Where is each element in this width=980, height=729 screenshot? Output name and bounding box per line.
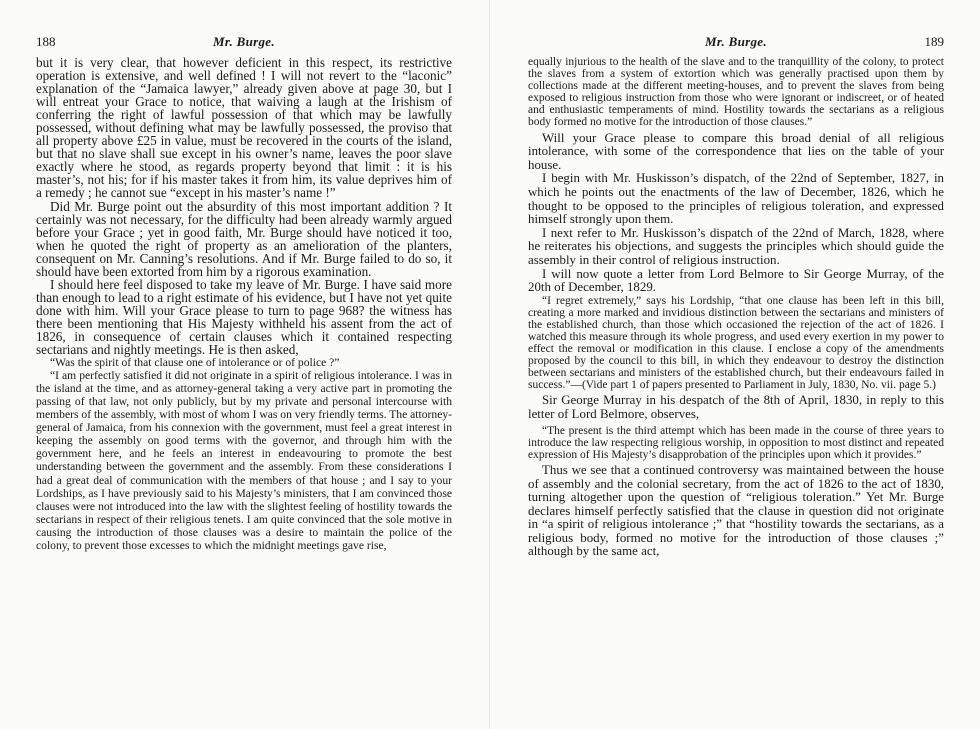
paragraph: I will now quote a letter from Lord Belmore to Sir George Murray, of the 20th of December, 1829. — [528, 266, 944, 295]
right-page — [490, 0, 980, 729]
quoted-despatch: “The present is the third attempt which has been made in the course of three years to introduce the law respecting religious worship, in opposition to most distinct and repeated expression of His Majesty’s disapprobation of the principles upon which it provides.” — [528, 424, 944, 461]
paragraph: Did Mr. Burge point out the absurdity of this most important addition ? It certainly was not necessary, for the difficulty had been already warmly argued before your Grace ; yet in good faith, Mr. Burge should have noticed it too, when he quoted the right of property as an amelioration of the planters, consequent on Mr. Canning’s resolutions. And if Mr. Burge failed to do so, it should have been extorted from him by a rigorous examination. — [36, 198, 452, 279]
quoted-answer: “I am perfectly satisfied it did not originate in a spirit of religious intolerance. I was in the island at the time, and as attorney-general taking a very active part in promoting the passing of that law, not only publicly, but by my private and personal intercourse with members of the assembly, with most of whom I was on very friendly terms. The attorney-general of Jamaica, from his connexion with the government, must feel a great interest in keeping the assembly on good terms with the governor, and through him with the government here, and he feels an interest in endeavouring to promote the best understanding between the government and the assembly. From these considerations I had a great deal of communication with the members of that house ; and I say to your Lordships, as I have previously said to his Majesty’s ministers, that I am convinced those clauses were not introduced into the law with the slightest feeling of hostility towards the sectarians in respect of their religious tenets. I am quite convinced that the sole motive in causing the introduction of those clauses was a desire to maintain the police of the colony, to prevent those excesses to which the midnight meetings gave rise, — [36, 369, 452, 552]
right-page-text — [528, 56, 944, 559]
left-page-number: 188 — [36, 34, 56, 49]
paragraph: I next refer to Mr. Huskisson’s dispatch of the 22nd of March, 1828, where he reiterates his objections, and suggests the principles which should guide the assembly in their control of religious instruction. — [528, 225, 944, 267]
quote-continuation: equally injurious to the health of the slave and to the tranquillity of the colony, to protect the slaves from a system of extortion which was generally practised upon them by collections made at the different meeting-houses, and to prevent the slaves from being exposed to religious instruction from those who were ignorant or indiscreet, or of heated and enthusiastic temperaments of mind. Hostility towards the sectarians as a religious body formed no motive for the introduction of those clauses.” — [528, 56, 944, 129]
paragraph: I should here feel disposed to take my leave of Mr. Burge. I have said more than enough to lead to a right estimate of his evidence, but I have not yet quite done with him. Will your Grace please to turn to page 968? the witness has there been mentioning that His Majesty withheld his assent from the act of 1826, in consequence of certain clauses which it contained respecting sectarians and nightly meetings. He is then asked, — [36, 276, 452, 358]
paragraph: I begin with Mr. Huskisson’s dispatch, of the 22nd of September, 1827, in which he points out the enactments of the law of December, 1826, which he thought to be opposed to the principles of religious toleration, and expressed himself strongly upon them. — [528, 171, 944, 227]
left-running-head: Mr. Burge. — [213, 34, 275, 49]
left-page-text — [36, 56, 452, 552]
paragraph: Sir George Murray in his despatch of the 8th of April, 1830, in reply to this letter of Lord Belmore, observes, — [528, 393, 944, 422]
left-page-header — [36, 34, 452, 52]
right-page-number: 189 — [924, 34, 944, 49]
quoted-question: “Was the spirit of that clause one of intolerance or of police ?” — [50, 356, 340, 370]
paragraph: Will your Grace please to compare this broad denial of all religious intolerance, with some of the correspondence that lies on the table of your house. — [528, 130, 944, 172]
right-running-head: Mr. Burge. — [705, 34, 767, 49]
paragraph: Thus we see that a continued controversy was maintained between the house of assembly and the colonial secretary, from the act of 1826 to the act of 1830, turning altogether upon the question of “religious toleration.” Yet Mr. Burge declares himself perfectly satisfied that the clause in question did not originate in “a spirit of religious intolerance ;” that “hostility towards the sectarians, as a religious body, formed no motive for the introduction of those clauses ;” although by the same act, — [528, 462, 944, 559]
right-page-header — [528, 34, 944, 52]
quoted-letter: “I regret extremely,” says his Lordship, “that one clause has been left in this bill, creating a more marked and invidious distinction between the sectarians and ministers of the established church, than those which occasioned the rejection of the act of 1826. I watched this measure through its whole progress, and used every exertion in my power to effect the removal or modification in this clause. I enclose a copy of the amendments proposed by the council to this bill, in which they endeavour to destroy the distinction between sectarians and ministers of the established church, but their endeavours failed in success.”—(Vide part 1 of papers presented to Parliament in July, 1830, No. vii. page 5.) — [528, 294, 944, 392]
paragraph: but it is very clear, that however deficient in this respect, its restrictive operation is extensive, and well defined ! I will not revert to the “laconic” explanation of the “Jamaica lawyer,” already given above at page 30, but I will entreat your Grace to notice, that waiving a laugh at the Irishism of conferring the right of lawful possession of that which may be lawfully possessed, without defining what may be lawfully possessed, the proviso that all property above £25 in value, must be recovered in the courts of the island, but that no slave shall sue except in his owner’s name, leaves the poor slave exactly where he stood, as regards property beyond that limit : it is his master’s, not his; for if his master takes it from him, its value deprives him of a remedy ; he cannot sue “except in his master’s name !” — [36, 55, 452, 201]
